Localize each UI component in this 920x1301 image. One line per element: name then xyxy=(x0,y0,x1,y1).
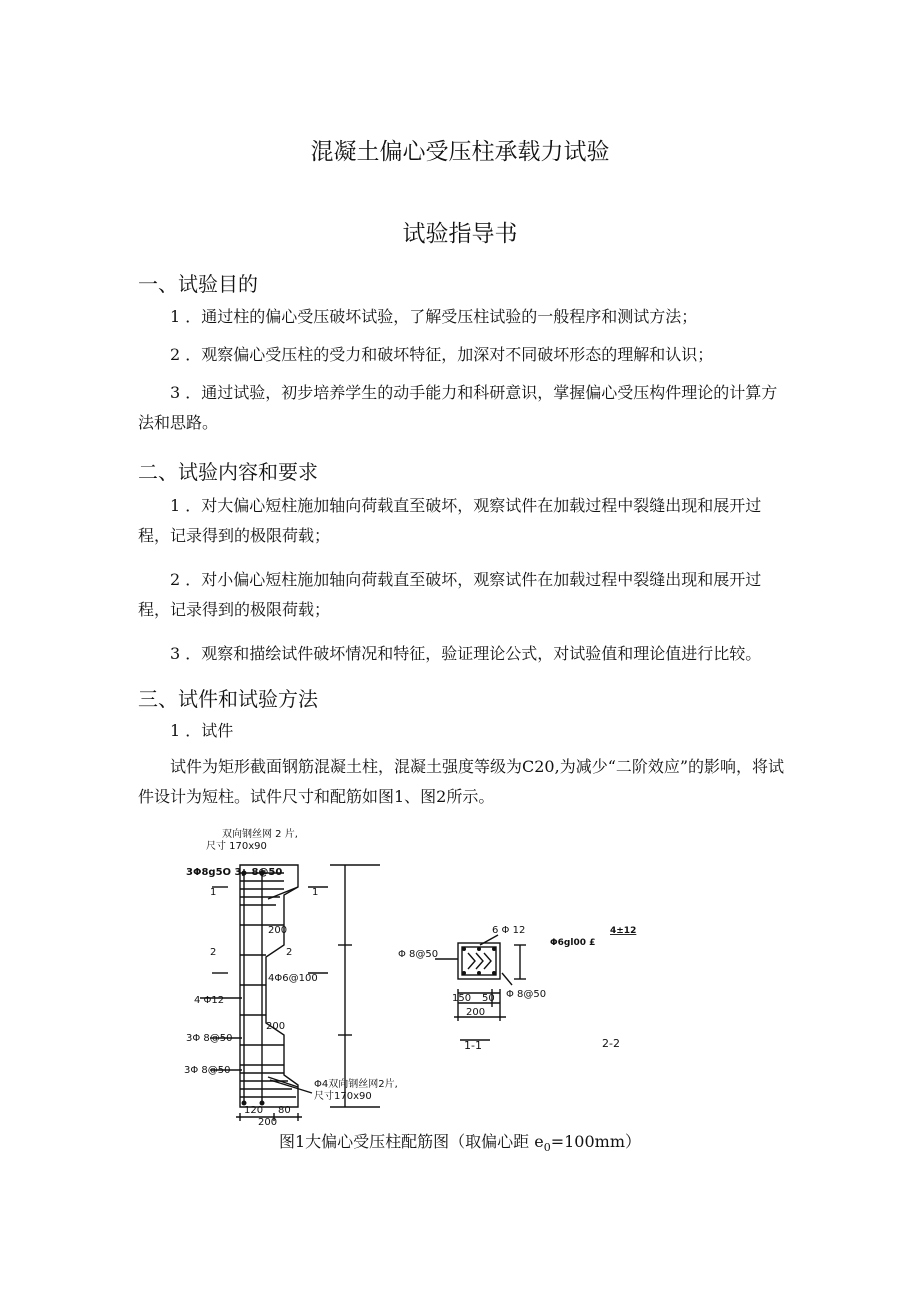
label: 120 xyxy=(244,1105,264,1116)
paragraph: 3 ．通过试验，初步培养学生的动手能力和科研意识，掌握偏心受压构件理论的计算方法和思路。 xyxy=(138,383,778,432)
document-subtitle: 试验指导书 xyxy=(402,221,518,247)
label: 2 xyxy=(210,947,217,958)
label: 4 Φ12 xyxy=(194,995,225,1006)
label: Φ4双向钢丝网2片, xyxy=(314,1079,398,1090)
paragraph: 2 ．观察偏心受压柱的受力和破坏特征，加深对不同破坏形态的理解和认识； xyxy=(170,345,714,364)
label: 双向钢丝网 2 片, xyxy=(222,829,298,840)
label: Φ6gl00 £ xyxy=(550,938,596,948)
label: 3Φ 8@50 xyxy=(184,1065,231,1076)
label: Φ 8@50 xyxy=(398,949,439,960)
paragraph: 2 ．对小偏心短柱施加轴向荷载直至破坏，观察试件在加载过程中裂缝出现和展开过程，记录得到的极限荷载； xyxy=(138,570,762,619)
section-heading-3: 三、试件和试验方法 xyxy=(138,687,318,711)
paragraph: 1 ．对大偏心短柱施加轴向荷载直至破坏，观察试件在加载过程中裂缝出现和展开过程，记录得到的极限荷载； xyxy=(138,496,762,545)
label: 200 xyxy=(466,1007,486,1018)
label: Φ 8@50 xyxy=(506,989,547,1000)
paragraph: 1 ．试件 xyxy=(170,721,234,740)
section-heading-1: 一、试验目的 xyxy=(138,272,258,296)
label: 4Φ6@100 xyxy=(268,973,318,984)
label: 2-2 xyxy=(602,1037,620,1050)
label: 200 xyxy=(268,925,288,936)
label: 3Φ8g5O 3。8@50 xyxy=(186,867,283,878)
paragraph: 1 ．通过柱的偏心受压破坏试验，了解受压柱试验的一般程序和测试方法； xyxy=(170,307,698,326)
label: 1 xyxy=(312,887,319,898)
label: 尺寸 170x90 xyxy=(206,841,267,852)
label: 3Φ 8@50 xyxy=(186,1033,233,1044)
section-heading-2: 二、试验内容和要求 xyxy=(138,460,318,484)
label: 4±12 xyxy=(610,926,637,936)
label: 1-1 xyxy=(464,1039,482,1052)
paragraph: 试件为矩形截面钢筋混凝土柱，混凝土强度等级为C20,为减少“二阶效应”的影响，将试件设计为短柱。试件尺寸和配筋如图1、图2所示。 xyxy=(138,757,785,806)
label: 80 xyxy=(278,1105,291,1116)
label: 200 xyxy=(258,1117,278,1125)
column-elevation-outline xyxy=(240,865,298,1107)
label: 2 xyxy=(286,947,293,958)
reinforcement-figure xyxy=(180,825,650,1125)
reinforcement-drawing xyxy=(180,825,650,1125)
label: 6 Φ 12 xyxy=(492,925,526,936)
label: 200 xyxy=(266,1021,286,1032)
document-title: 混凝土偏心受压柱承载力试验 xyxy=(310,139,610,165)
label: 1 xyxy=(210,887,217,898)
label: 150 xyxy=(452,993,472,1004)
label: 尺寸170x90 xyxy=(314,1091,372,1102)
figure-caption: 图1大偏心受压柱配筋图（取偏心距 $e_0=100mm$） xyxy=(278,1132,642,1155)
paragraph: 3 ．观察和描绘试件破坏情况和特征，验证理论公式，对试验值和理论值进行比较。 xyxy=(170,644,762,663)
label: 50 xyxy=(482,993,495,1004)
